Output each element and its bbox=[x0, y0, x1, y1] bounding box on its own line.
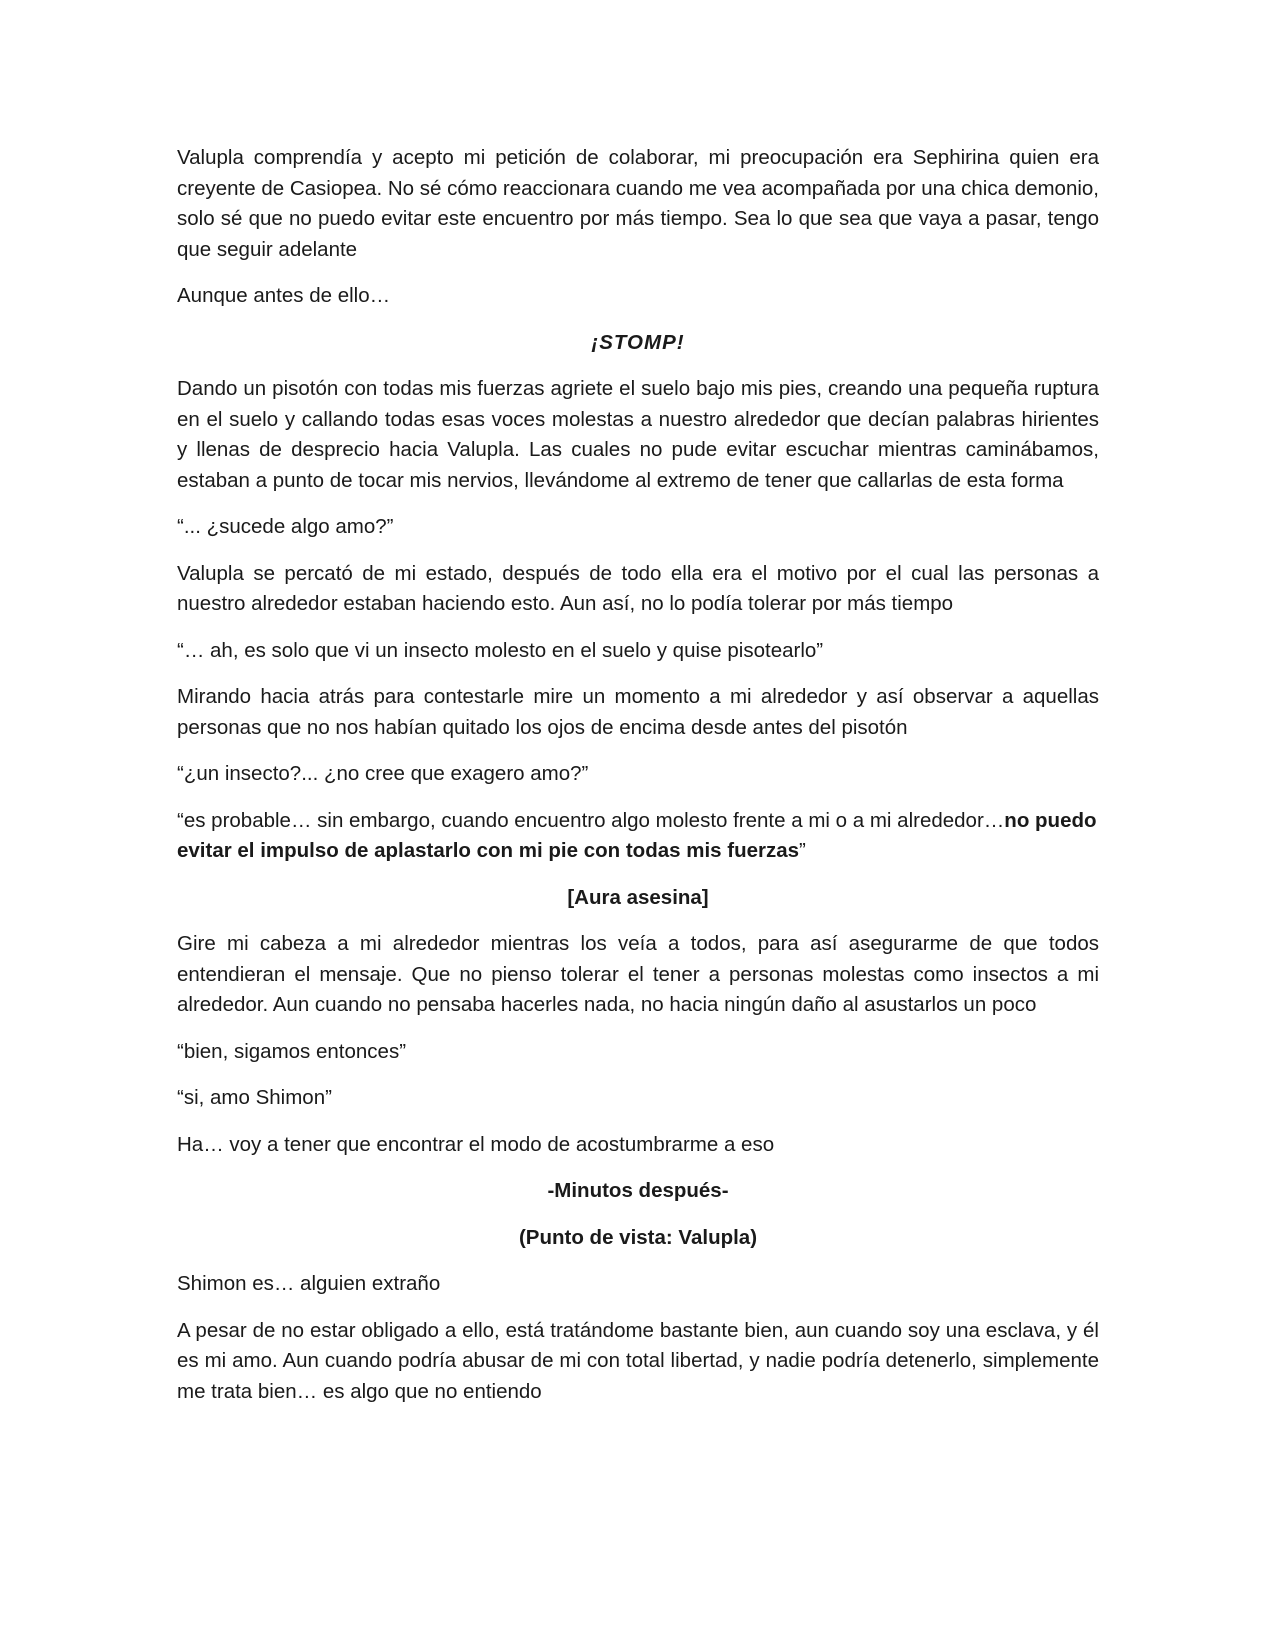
dialogue-bold-text: no puedo evitar el impulso de aplastarlo con mi pie con todas mis fuerzas bbox=[177, 808, 1097, 862]
sound-effect-heading: ¡STOMP! bbox=[591, 330, 685, 354]
dialogue-closing-quote: ” bbox=[799, 839, 806, 862]
paragraph: Ha… voy a tener que encontrar el modo de acostumbrarme a eso bbox=[177, 1132, 775, 1156]
paragraph: Valupla se percató de mi estado, después de todo ella era el motivo por el cual las personas a nuestro alrededor estaban haciendo esto. Aun así, no lo podía tolerar por más tiempo bbox=[177, 561, 1099, 615]
dialogue-line: “¿un insecto?... ¿no cree que exagero amo?” bbox=[177, 762, 589, 785]
paragraph: A pesar de no estar obligado a ello, está tratándome bastante bien, aun cuando soy una esclava, y él es mi amo. Aun cuando podría abusar de mi con total libertad, y nadie podría detenerlo, simplemente me trata bien… es algo que no entiendo bbox=[177, 1318, 1099, 1403]
paragraph: Dando un pisotón con todas mis fuerzas agriete el suelo bajo mis pies, creando una pequeña ruptura en el suelo y callando todas esas voces molestas a nuestro alrededor que decían palabras hirientes y llenas de desprecio hacia Valupla. Las cuales no pude evitar escuchar mientras caminábamos, estaban a punto de tocar mis nervios, llevándome al extremo de tener que callarlas de esta forma bbox=[177, 377, 1099, 492]
scene-break-heading: -Minutos después- bbox=[547, 1179, 729, 1202]
dialogue-line-emphasis bbox=[177, 806, 1099, 867]
paragraph: Mirando hacia atrás para contestarle mire un momento a mi alrededor y así observar a aquellas personas que no nos habían quitado los ojos de encima desde antes del pisotón bbox=[177, 685, 1099, 739]
paragraph: Aunque antes de ello… bbox=[177, 284, 391, 307]
dialogue-line: “… ah, es solo que vi un insecto molesto en el suelo y quise pisotearlo” bbox=[177, 638, 824, 662]
point-of-view-heading: (Punto de vista: Valupla) bbox=[518, 1225, 758, 1249]
dialogue-line: “... ¿sucede algo amo?” bbox=[177, 515, 394, 538]
dialogue-line: “bien, sigamos entonces” bbox=[177, 1039, 407, 1063]
paragraph: Valupla comprendía y acepto mi petición de colaborar, mi preocupación era Sephirina quien era creyente de Casiopea. No sé cómo reaccionara cuando me vea acompañada por una chica demonio, solo sé que no puedo evitar este encuentro por más tiempo. Sea lo que sea que vaya a pasar, tengo que seguir adelante bbox=[177, 146, 1099, 261]
dialogue-text: “es probable… sin embargo, cuando encuentro algo molesto frente a mi o a mi alrededor… bbox=[177, 808, 1005, 832]
paragraph: Gire mi cabeza a mi alrededor mientras los veía a todos, para así asegurarme de que todos entendieran el mensaje. Que no pienso tolerar el tener a personas molestas como insectos a mi alrededor. Aun cuando no pensaba hacerles nada, no hacia ningún daño al asustarlos un poco bbox=[177, 932, 1099, 1016]
document-page bbox=[177, 143, 1099, 1423]
paragraph: Shimon es… alguien extraño bbox=[177, 1272, 441, 1295]
dialogue-line: “si, amo Shimon” bbox=[177, 1086, 332, 1109]
skill-heading: [Aura asesina] bbox=[567, 885, 709, 909]
